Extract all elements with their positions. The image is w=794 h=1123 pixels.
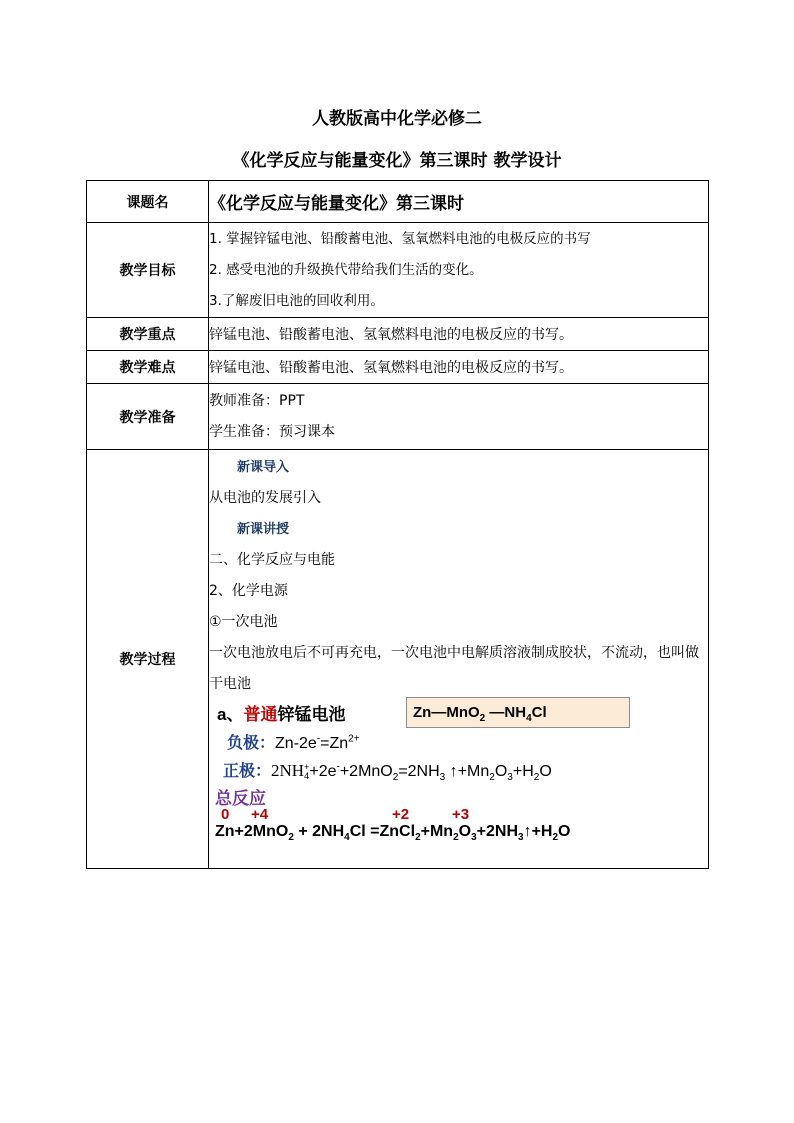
- process-content: [209, 450, 709, 869]
- item-description: 一次电池放电后不可再充电，一次电池中电解质溶液制成胶状，不流动，也叫做干电池: [209, 645, 699, 692]
- preparation-label: 教学准备: [87, 384, 209, 450]
- goals-label: 教学目标: [87, 223, 209, 318]
- difficulties-label: 教学难点: [87, 351, 209, 384]
- goals-list: [209, 223, 709, 318]
- intro-text: 从电池的发展引入: [209, 490, 321, 506]
- row-difficulties: [87, 351, 709, 384]
- oxidation-state-zn: 0: [221, 806, 230, 823]
- oxidation-state-zn-product: +2: [392, 806, 410, 823]
- oxidation-state-mn-reactant: +4: [251, 806, 269, 823]
- negative-electrode-equation: 负极：$Zn-2e^-=Zn^{2+}$: [227, 733, 360, 752]
- row-topic: [87, 181, 709, 223]
- goal-item: 3.了解废旧电池的回收利用。: [209, 292, 384, 309]
- subsection-heading: 2、化学电源: [209, 583, 288, 599]
- row-key-points: [87, 318, 709, 351]
- key-points-value: 锌锰电池、铅酸蓄电池、氢氧燃料电池的电极反应的书写。: [209, 318, 709, 351]
- student-prep: 学生准备：预习课本: [209, 423, 335, 440]
- process-label: 教学过程: [87, 450, 209, 869]
- item-heading: ①一次电池: [209, 614, 278, 630]
- goal-item: 2. 感受电池的升级换代带给我们生活的变化。: [209, 261, 483, 278]
- row-preparation: [87, 384, 709, 450]
- topic-label: 课题名: [87, 181, 209, 223]
- row-process: [87, 450, 709, 869]
- document-title: 人教版高中化学必修二: [312, 109, 482, 129]
- key-points-label: 教学重点: [87, 318, 209, 351]
- intro-heading: 新课导入: [237, 460, 290, 475]
- lecture-heading: 新课讲授: [237, 522, 290, 537]
- row-goals: [87, 223, 709, 318]
- oxidation-state-mn-product: +3: [452, 806, 470, 823]
- battery-formula-box: Zn—MnO$_2$ $—NH_4Cl$: [406, 697, 630, 728]
- total-reaction-equation: $Zn+2MnO_2 + 2NH_4Cl$ $=ZnCl_2+Mn_2O_3+2NH_3↑+H_2O$: [215, 823, 571, 844]
- goal-item: 1. 掌握锌锰电池、铅酸蓄电池、氢氧燃料电池的电极反应的书写: [209, 230, 591, 247]
- total-reaction-label: 总反应: [215, 789, 266, 808]
- topic-value: 《化学反应与能量变化》第三课时: [209, 181, 709, 223]
- teacher-prep: 教师准备：PPT: [209, 392, 305, 409]
- battery-equations: [209, 700, 708, 850]
- lesson-plan-table: [86, 180, 709, 869]
- difficulties-value: 锌锰电池、铅酸蓄电池、氢氧燃料电池的电极反应的书写。: [209, 351, 709, 384]
- section-heading: 二、化学反应与电能: [209, 552, 335, 568]
- positive-electrode-equation: 正极：2NH + 4 $+2e^-+2MnO_2=2NH_3$ $↑+Mn_2O_3+H_2O$: [223, 761, 552, 784]
- battery-title: a、普通锌锰电池: [217, 705, 346, 724]
- document-subtitle: 《化学反应与能量变化》第三课时 教学设计: [232, 151, 562, 171]
- preparation-value: [209, 384, 709, 450]
